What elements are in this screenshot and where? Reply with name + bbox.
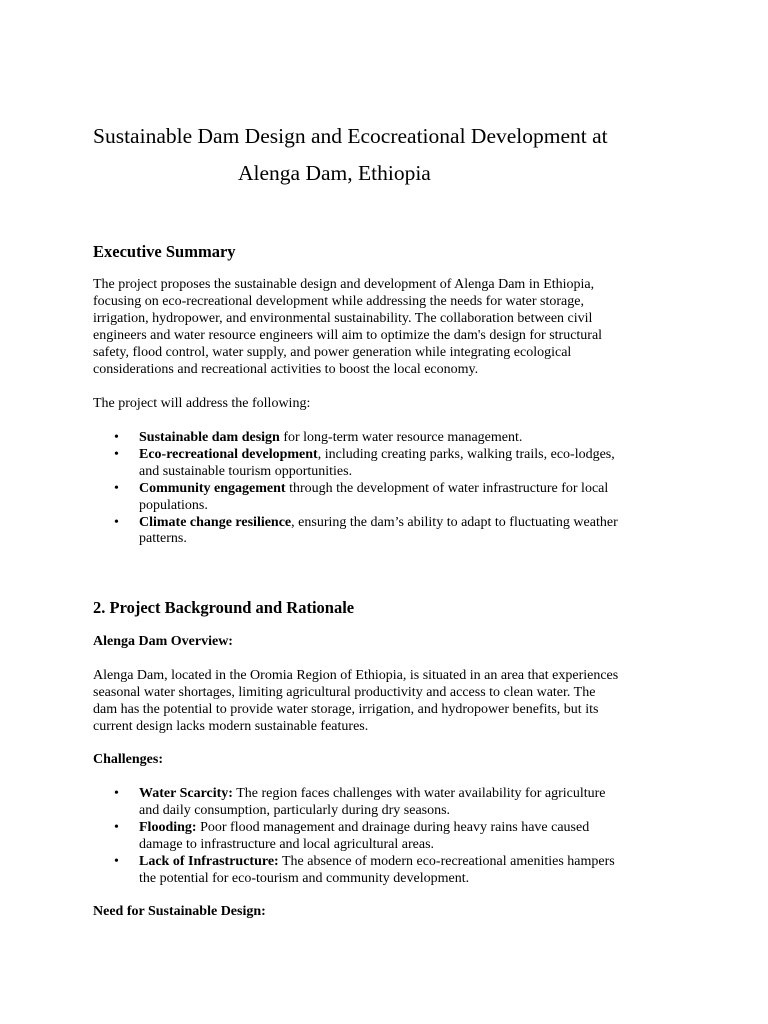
list-item-text: through the development of water infrastructure for local [285, 480, 609, 496]
list-item [93, 515, 693, 549]
list-item [93, 820, 693, 854]
project-goals-list [93, 430, 693, 548]
overview-heading: Alenga Dam Overview: [93, 634, 233, 649]
list-item-bold: Lack of Infrastructure: [139, 853, 279, 869]
bullet-icon: • [114, 446, 119, 462]
intro-text: The project will address the following: [93, 396, 311, 411]
bullet-icon: • [114, 514, 119, 530]
paragraph-line: current design lacks modern sustainable features. [93, 718, 369, 734]
bullet-icon: • [114, 430, 119, 445]
bullet-icon: • [114, 819, 119, 835]
list-item-text: The absence of modern eco-recreational amenities hampers [278, 853, 615, 869]
document-title-line-1: Sustainable Dam Design and Ecocreational Development at [93, 124, 608, 148]
list-item-text: for long-term water resource management. [279, 430, 523, 445]
challenges-list [93, 786, 693, 887]
list-item-continuation: and sustainable tourism opportunities. [139, 463, 353, 479]
list-item [93, 481, 693, 515]
list-item-continuation: populations. [139, 497, 208, 513]
list-item-bold: Eco-recreational development [139, 446, 318, 462]
paragraph-line: The project proposes the sustainable design and development of Alenga Dam in Ethiopia, [93, 277, 595, 292]
list-item-bold: Water Scarcity: [139, 786, 233, 801]
bullet-icon: • [114, 786, 119, 801]
overview-paragraph [93, 668, 693, 736]
list-item-bold: Community engagement [139, 480, 286, 496]
list-item-bold: Sustainable dam design [139, 430, 280, 445]
list-item-text: Poor flood management and drainage during heavy rains have caused [196, 819, 590, 835]
paragraph-line: engineers and water resource engineers will aim to optimize the dam's design for structural [93, 327, 603, 343]
list-item [93, 447, 693, 481]
paragraph-line: safety, flood control, water supply, and power generation while integrating ecological [93, 344, 572, 360]
background-heading: 2. Project Background and Rationale [93, 598, 355, 617]
paragraph-line: dam has the potential to provide water storage, irrigation, and hydropower benefits, but its [93, 701, 599, 717]
challenges-heading: Challenges: [93, 752, 163, 767]
paragraph-line: seasonal water shortages, limiting agricultural productivity and access to clean water. The [93, 684, 596, 700]
executive-summary-paragraph [93, 277, 693, 378]
list-item [93, 786, 693, 820]
paragraph-line: focusing on eco-recreational development while addressing the needs for water storage, [93, 293, 584, 309]
document-title-line-2: Alenga Dam, Ethiopia [238, 161, 431, 185]
list-item-continuation: patterns. [139, 531, 187, 547]
list-item-text: , ensuring the dam’s ability to adapt to fluctuating weather [291, 514, 618, 530]
executive-summary-heading: Executive Summary [93, 242, 236, 261]
list-item-continuation: the potential for eco-tourism and community development. [139, 870, 470, 886]
list-item-text: , including creating parks, walking trails, eco-lodges, [317, 446, 615, 462]
bullet-icon: • [114, 853, 119, 869]
list-item-text: The region faces challenges with water availability for agriculture [232, 786, 606, 801]
paragraph-line: Alenga Dam, located in the Oromia Region of Ethiopia, is situated in an area that experiences [93, 668, 619, 683]
list-item [93, 854, 693, 888]
list-item-bold: Flooding: [139, 819, 197, 835]
project-address-intro [93, 396, 693, 413]
list-item-continuation: and daily consumption, particularly during dry seasons. [139, 802, 451, 818]
list-item-continuation: damage to infrastructure and local agricultural areas. [139, 836, 435, 852]
list-item-bold: Climate change resilience [139, 514, 292, 530]
list-item [93, 430, 693, 447]
paragraph-line: considerations and recreational activities to boost the local economy. [93, 361, 479, 377]
need-for-sustainable-design-heading: Need for Sustainable Design: [93, 904, 266, 919]
bullet-icon: • [114, 480, 119, 496]
paragraph-line: irrigation, hydropower, and environmental sustainability. The collaboration between civil [93, 310, 593, 326]
